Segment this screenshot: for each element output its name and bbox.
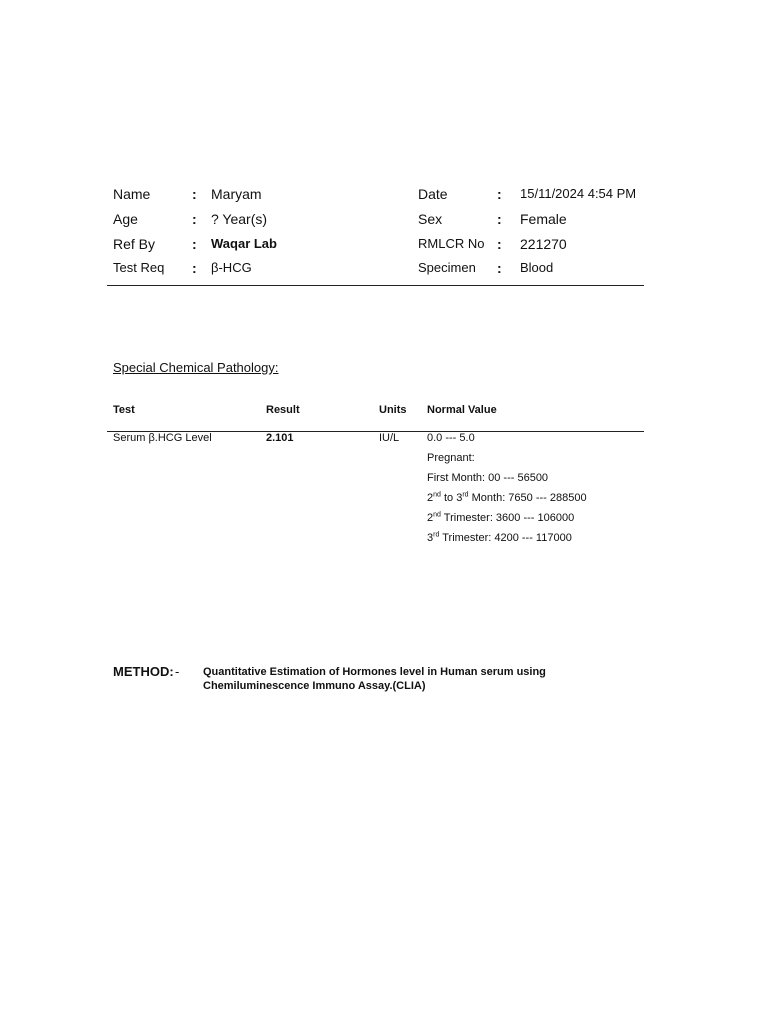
ordinal-number: 3 bbox=[427, 532, 434, 544]
second-third-month-range bbox=[427, 492, 587, 504]
normal-range: 0.0 --- 5.0 bbox=[427, 432, 475, 444]
pregnant-label: Pregnant: bbox=[427, 452, 475, 464]
range-text: Month: 7650 --- 288500 bbox=[468, 492, 587, 504]
method-description: Quantitative Estimation of Hormones level in Human serum using Chemiluminescence Immuno Assay.(CLIA) bbox=[203, 666, 546, 692]
sex-separator: : bbox=[497, 211, 502, 227]
method-label: METHOD: bbox=[113, 664, 174, 679]
ordinal-suffix: nd bbox=[433, 491, 441, 499]
name-value: Maryam bbox=[211, 186, 262, 202]
name-separator: : bbox=[192, 186, 197, 202]
name-label: Name bbox=[113, 186, 151, 202]
specimen-separator: : bbox=[497, 260, 502, 276]
date-label: Date bbox=[418, 186, 448, 202]
range-text: Trimester: 4200 --- 117000 bbox=[439, 532, 572, 544]
ordinal-number: 2 bbox=[427, 492, 434, 504]
ordinal-suffix: rd bbox=[433, 531, 440, 539]
ordinal-suffix: rd bbox=[462, 491, 469, 499]
test-result: 2.101 bbox=[266, 432, 294, 444]
test-req-label: Test Req bbox=[113, 260, 165, 275]
age-value: ? Year(s) bbox=[211, 211, 268, 227]
rmlcr-label: RMLCR No bbox=[418, 236, 485, 251]
age-separator: : bbox=[192, 211, 197, 227]
ref-by-label: Ref By bbox=[113, 236, 156, 252]
ordinal-number: 2 bbox=[427, 512, 434, 524]
section-title: Special Chemical Pathology: bbox=[113, 360, 279, 375]
date-value: 15/11/2024 4:54 PM bbox=[520, 186, 637, 201]
test-name: Serum β.HCG Level bbox=[113, 432, 212, 444]
date-separator: : bbox=[497, 186, 502, 202]
age-label: Age bbox=[113, 211, 138, 227]
test-req-value: β-HCG bbox=[211, 260, 252, 275]
col-header-normal-value: Normal Value bbox=[427, 404, 497, 416]
col-header-result: Result bbox=[266, 404, 300, 416]
col-header-units: Units bbox=[379, 404, 407, 416]
ordinal-suffix: nd bbox=[433, 511, 441, 519]
ref-by-separator: : bbox=[192, 236, 197, 252]
header-divider bbox=[107, 285, 644, 286]
test-req-separator: : bbox=[192, 260, 197, 276]
specimen-value: Blood bbox=[520, 260, 554, 275]
first-month-range: First Month: 00 --- 56500 bbox=[427, 472, 549, 484]
method-dash: - bbox=[175, 664, 180, 679]
test-units: IU/L bbox=[379, 432, 400, 444]
range-text: Trimester: 3600 --- 106000 bbox=[440, 512, 575, 524]
ref-by-value: Waqar Lab bbox=[211, 236, 277, 251]
sex-label: Sex bbox=[418, 211, 443, 227]
rmlcr-separator: : bbox=[497, 236, 502, 252]
specimen-label: Specimen bbox=[418, 260, 476, 275]
sex-value: Female bbox=[520, 211, 567, 227]
col-header-test: Test bbox=[113, 404, 135, 416]
rmlcr-value: 221270 bbox=[520, 236, 567, 252]
second-trimester-range bbox=[427, 512, 574, 524]
range-text: to 3 bbox=[440, 492, 463, 504]
third-trimester-range bbox=[427, 532, 572, 544]
